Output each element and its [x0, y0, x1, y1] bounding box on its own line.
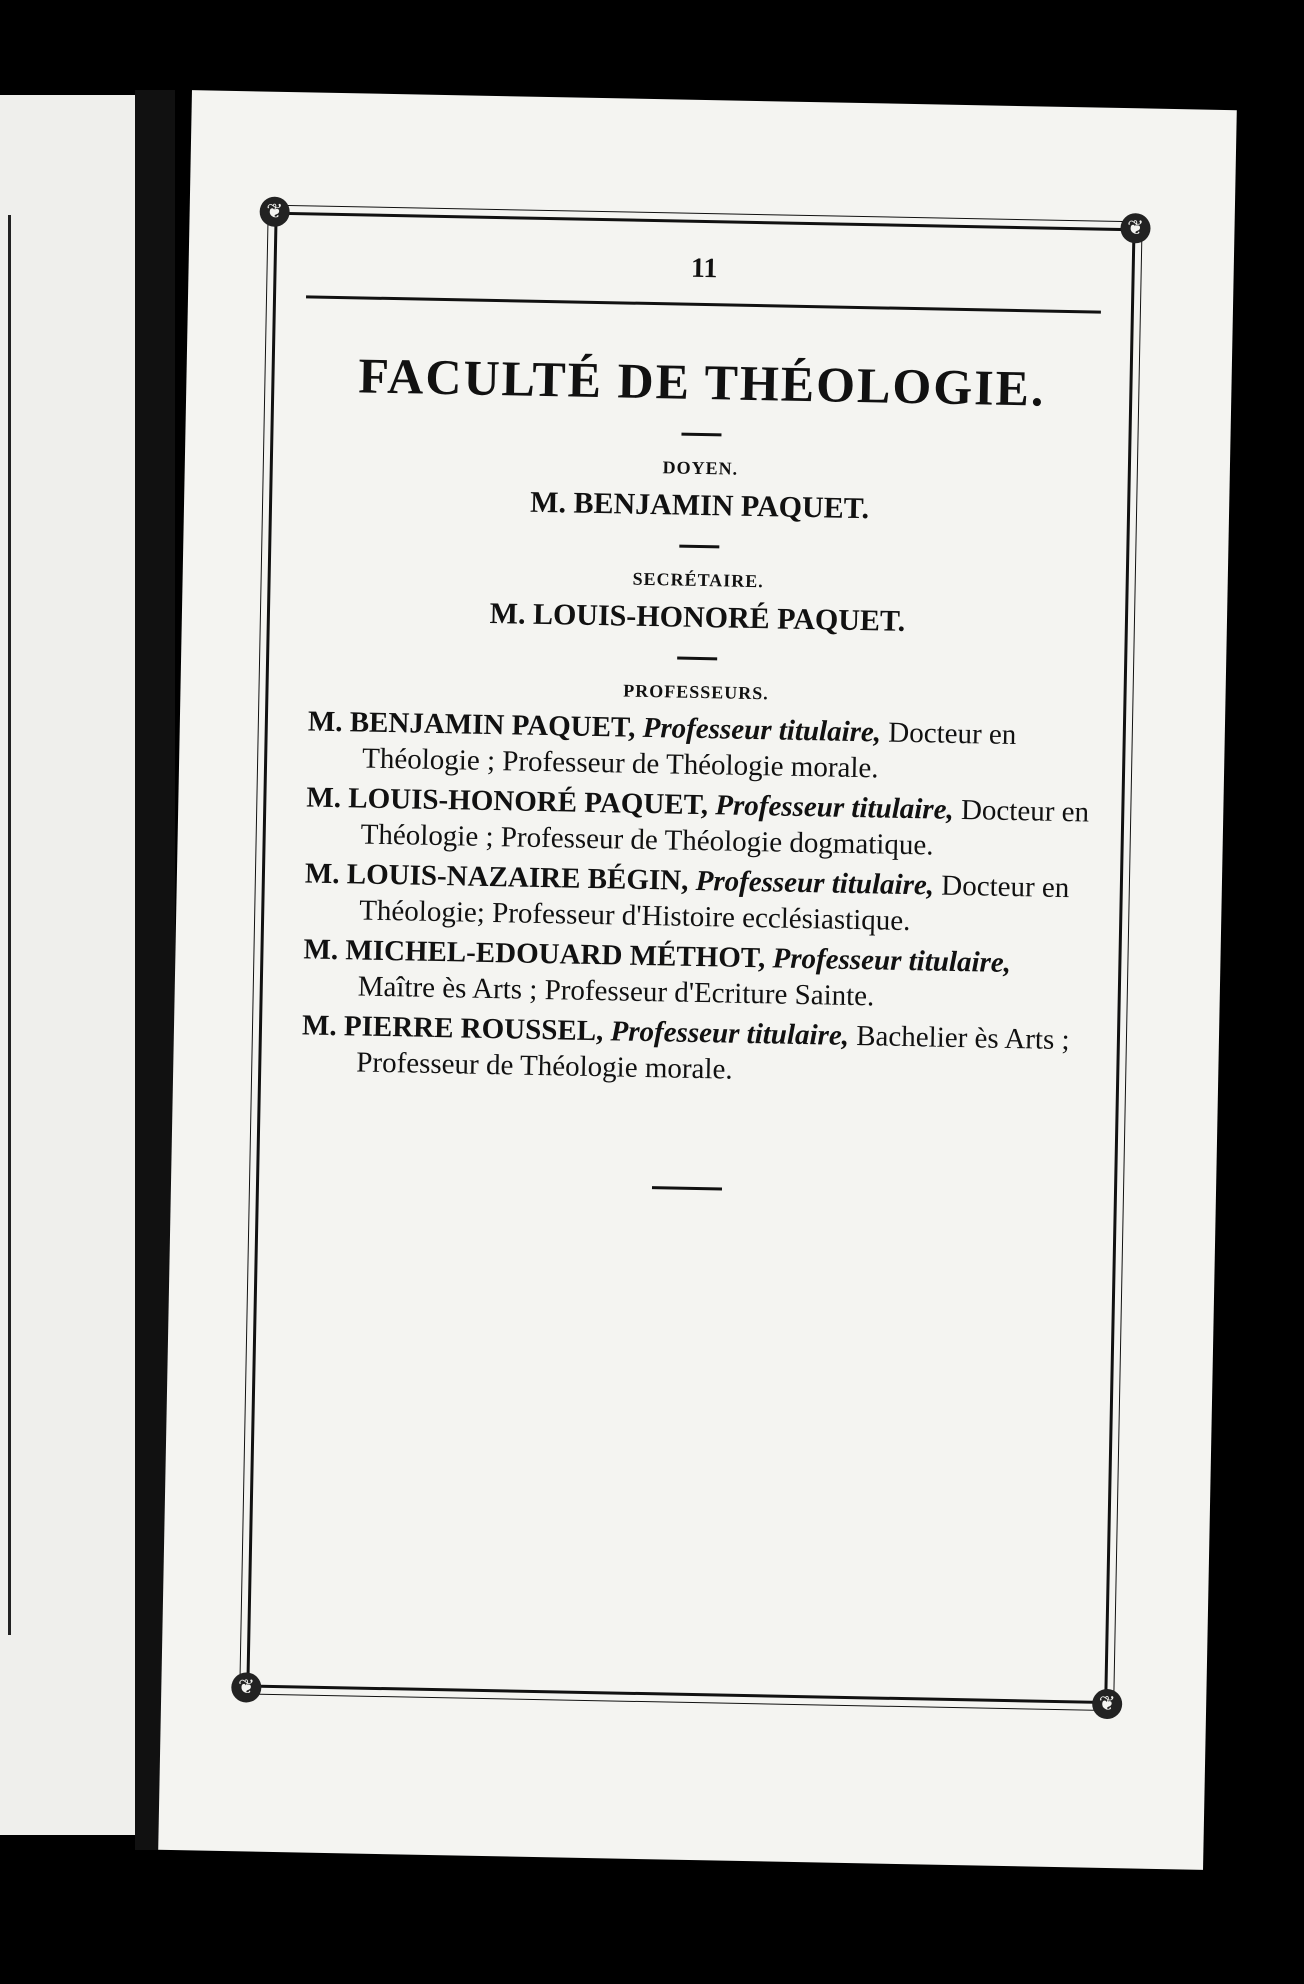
professor-detail: Docteur en Théologie ; Professeur de Théologie morale. [361, 716, 1017, 785]
professor-name: M. MICHEL-EDOUARD MÉTHOT, [303, 933, 766, 975]
book-page [158, 90, 1237, 1870]
secretary-heading: SECRÉTAIRE. [632, 568, 764, 592]
secretary-name: M. LOUIS-HONORÉ PAQUET. [489, 596, 906, 638]
professor-name: M. LOUIS-HONORÉ PAQUET, [306, 781, 709, 822]
corner-ornament-icon: ❦ [1120, 213, 1151, 244]
page-number: 11 [690, 252, 718, 285]
professor-name: M. BENJAMIN PAQUET, [307, 705, 636, 744]
professor-entry [304, 855, 1090, 942]
facing-page-border [8, 215, 11, 1635]
page-title: FACULTÉ DE THÉOLOGIE. [357, 347, 1047, 417]
professor-name: M. LOUIS-NAZAIRE BÉGIN, [304, 857, 689, 897]
professor-name: M. PIERRE ROUSSEL, [301, 1009, 604, 1048]
professor-entry [302, 931, 1088, 1018]
corner-ornament-icon: ❦ [1092, 1689, 1123, 1720]
professor-entry [301, 1007, 1087, 1094]
dean-heading: DOYEN. [662, 457, 739, 479]
professor-role: Professeur titulaire, [715, 789, 955, 826]
ornamental-frame [237, 200, 1145, 1716]
header-rule [306, 295, 1101, 313]
corner-ornament-icon: ❦ [231, 1672, 262, 1703]
separator-dash [681, 433, 721, 437]
professor-role: Professeur titulaire, [642, 711, 882, 749]
professor-detail: Docteur en Théologie; Professeur d'Histoire ecclésiastique. [358, 869, 1070, 938]
professor-detail: Bachelier ès Arts ; Professeur de Théologie morale. [356, 1020, 1070, 1086]
professor-role: Professeur titulaire, [772, 942, 1012, 980]
separator-dash [677, 657, 717, 661]
professor-role: Professeur titulaire, [695, 864, 935, 902]
professor-list [301, 703, 1093, 1094]
professor-entry [305, 779, 1091, 866]
corner-ornament-icon: ❦ [259, 196, 290, 227]
separator-dash [679, 545, 719, 549]
end-rule [651, 1186, 721, 1190]
professor-detail: Docteur en Théologie ; Professeur de Théologie dogmatique. [360, 794, 1090, 862]
page-content [259, 345, 1130, 1198]
professor-detail: Maître ès Arts ; Professeur d'Ecriture Sainte. [357, 970, 875, 1013]
professor-role: Professeur titulaire, [610, 1015, 850, 1052]
facing-page [0, 95, 135, 1835]
professors-heading: PROFESSEURS. [623, 680, 769, 704]
dean-name: M. BENJAMIN PAQUET. [529, 485, 870, 526]
professor-entry [307, 703, 1093, 790]
